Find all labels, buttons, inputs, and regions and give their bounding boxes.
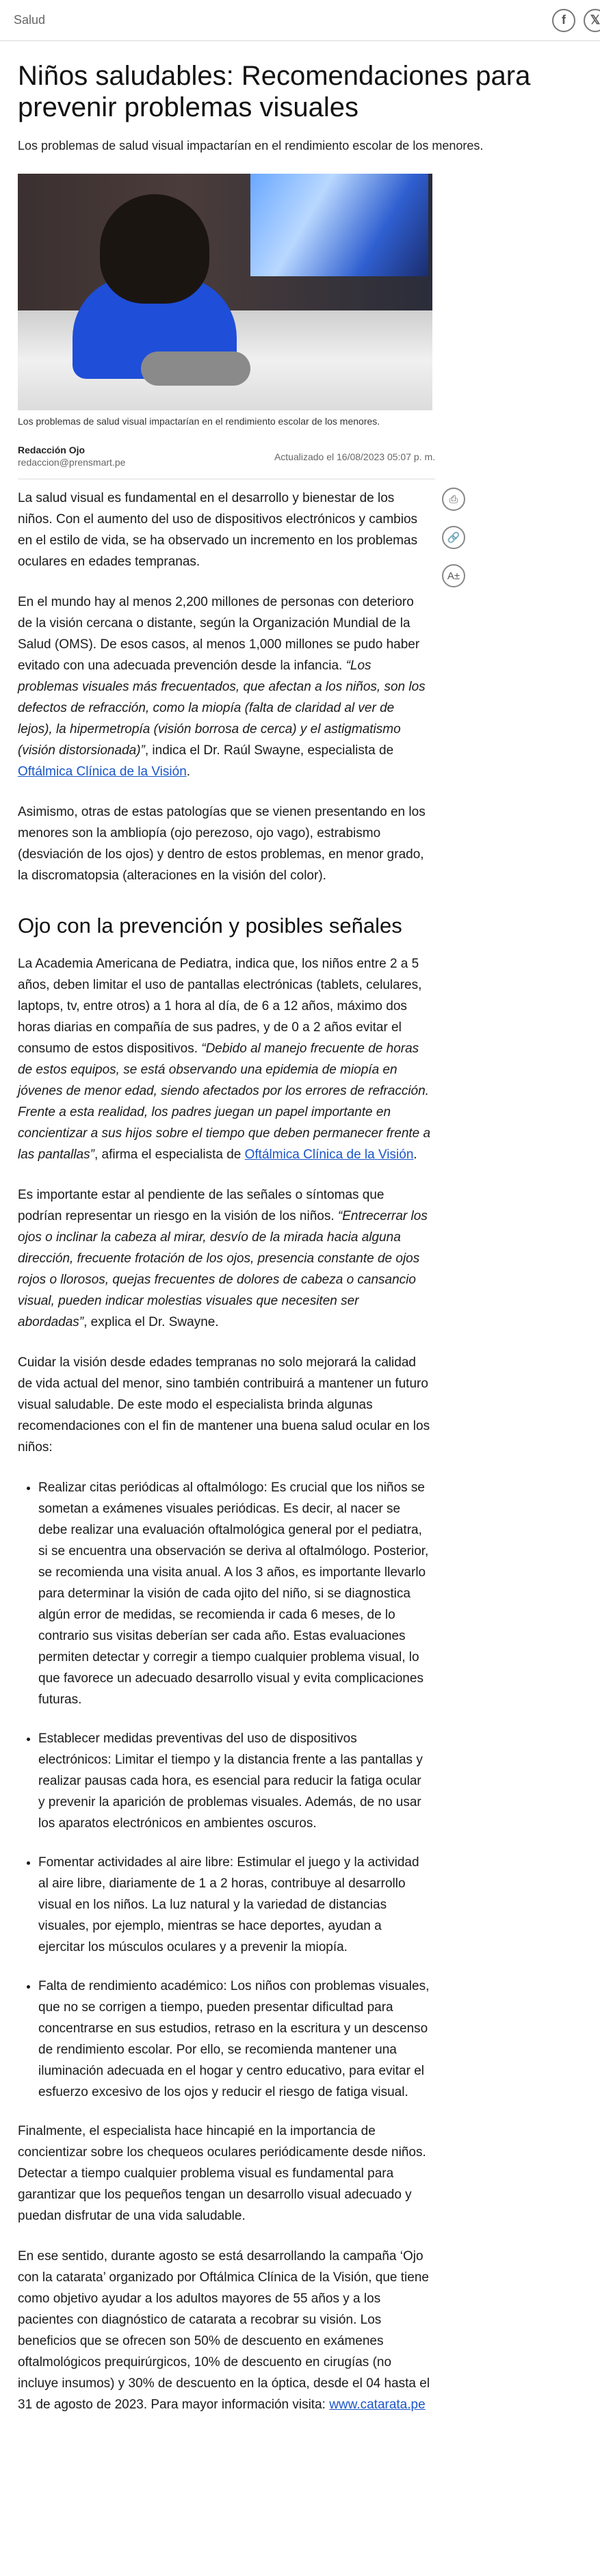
paragraph: Asimismo, otras de estas patologías que se vienen presentando en los menores son la ambliopía (ojo perezoso, ojo vago), estrabismo (desviación de los ojos) y dentro de estos problemas, en menor grado, la discromatopsia (alteraciones en la visión del color).: [18, 805, 426, 883]
article-body: [18, 479, 431, 2415]
paragraph: En el mundo hay al menos 2,200 millones de personas con deterioro de la visión cercana o distante, según la Organización Mundial de la Salud (OMS). De esos casos, al menos 1,000 millones se pudo haber evitado con una adecuada prevención desde la infancia. “Los problemas visuales más frecuentados, que afectan a los niños, son los defectos de refracción, como la miopía (falta de claridad al ver de lejos), la hipermetropía (visión borrosa de cerca) y el astigmatismo (visión distorsionada)”, indica el Dr. Raúl Swayne, especialista de Oftálmica Clínica de la Visión.: [18, 595, 426, 779]
social-share: [552, 9, 600, 32]
paragraph: Finalmente, el especialista hace hincapié en la importancia de concientizar sobre los chequeos oculares periódicamente desde niños. Detectar a tiempo cualquier problema visual es fundamental para garantizar que los pequeños tengan un desarrollo visual adecuado y puedan disfrutar de una vida saludable.: [18, 2124, 426, 2223]
section-label[interactable]: Salud: [14, 13, 46, 27]
top-bar: [0, 0, 600, 41]
paragraph: Es importante estar al pendiente de las señales o síntomas que podrían representar un riesgo en la visión de los niños. “Entrecerrar los ojos o inclinar la cabeza al mirar, desvío de la mirada hacia alguna dirección, frecuente frotación de los ojos, presencia constante de ojos rojos o llorosos, quejas frecuentes de dolores de cabeza o cansancio visual, pueden indicar molestias visuales que necesiten ser abordadas”, explica el Dr. Swayne.: [18, 1188, 428, 1329]
paragraph: Cuidar la visión desde edades tempranas no solo mejorará la calidad de vida actual del menor, sino también contribuirá a mantener un futuro visual saludable. De este modo el especialista brinda algunas recomendaciones con el fin de mantener una buena salud ocular en los niños:: [18, 1355, 430, 1455]
updated-date: Actualizado el 16/08/2023 05:07 p. m.: [274, 451, 435, 462]
font-size-icon[interactable]: A±: [442, 564, 465, 587]
catarata-link[interactable]: www.catarata.pe: [329, 2398, 426, 2412]
list-item: • Establecer medidas preventivas del uso de dispositivos electrónicos: Limitar el tiempo y la distancia frente a las pantallas y realizar pausas cada hora, es esencial para reducir la fatiga ocular y prevenir la aparición de problemas visuales. Además, de no usar los aparatos electrónicos en ambientes oscuros.: [38, 1728, 431, 1834]
section-heading: Ojo con la prevención y posibles señales: [18, 914, 402, 938]
clinic-link[interactable]: Oftálmica Clínica de la Visión: [18, 765, 187, 779]
author-name: Redacción Ojo: [18, 444, 86, 455]
article-subtitle: Los problemas de salud visual impactarían en el rendimiento escolar de los menores.: [18, 139, 484, 152]
list-item: • Realizar citas periódicas al oftalmólogo: Es crucial que los niños se sometan a exámenes visuales periódicas. Es decir, al nacer se debe realizar una evaluación oftalmológica general por el pediatra, si se encuentra una observación se deriva al oftalmólogo. Posterior, se recomienda una visita anual. A los 3 años, es importante llevarlo para determinar la visión de cada ojito del niño, si se diagnostica algún error de medidas, se recomienda ir cada 6 meses, de lo contrario sus visitas deberían ser cada año. Estas evaluaciones permiten detectar y corregir a tiempo cualquier problema visual, lo que favorece un adecuado desarrollo visual y evita complicaciones futuras.: [38, 1477, 431, 1710]
hero-image: [18, 174, 432, 410]
byline: [18, 444, 435, 468]
article-title: Niños saludables: Recomendaciones para prevenir problemas visuales: [18, 61, 531, 122]
clinic-link[interactable]: Oftálmica Clínica de la Visión: [244, 1147, 414, 1162]
author-email: redaccion@prensmart.pe: [18, 457, 126, 468]
paragraph: La Academia Americana de Pediatra, indica que, los niños entre 2 a 5 años, deben limitar el uso de pantallas electrónicas (tablets, celulares, laptops, tv, entre otros) a 1 hora al día, de 6 a 12 años, máximo dos horas diarias en compañía de sus padres, y de 0 a 2 años evitar el consumo de estos dispositivos. “Debido al manejo frecuente de horas de estos equipos, se está observando una epidemia de miopía en jóvenes de menor edad, siendo afectados por los errores de refracción. Frente a esta realidad, los padres juegan un papel importante en concientizar a sus hijos sobre el tiempo que deben permanecer frente a las pantallas”, afirma el especialista de Oftálmica Clínica de la Visión.: [18, 957, 431, 1162]
recommendations-list: [18, 1477, 431, 2103]
x-twitter-icon[interactable]: 𝕏: [584, 9, 600, 32]
hero-tv-screen: [250, 174, 428, 276]
hero-child-hair: [100, 194, 209, 304]
paragraph: La salud visual es fundamental en el desarrollo y bienestar de los niños. Con el aumento del uso de dispositivos electrónicos y cambios en el estilo de vida, se ha observado un incremento en los problemas oculares en edades tempranas.: [18, 491, 418, 569]
link-icon[interactable]: 🔗: [442, 526, 465, 549]
facebook-icon[interactable]: f: [552, 9, 575, 32]
list-item: • Fomentar actividades al aire libre: Estimular el juego y la actividad al aire libre, diariamente de 1 a 2 horas, contribuye al desarrollo visual en los niños. La luz natural y la variedad de distancias visuales, por ejemplo, mientras se hace deportes, ayudan a ejercitar los músculos oculares y a prevenir la miopía.: [38, 1852, 431, 1958]
paragraph: En ese sentido, durante agosto se está desarrollando la campaña ‘Ojo con la catarata’ organizado por Oftálmica Clínica de la Visión, que tiene como objetivo ayudar a los adultos mayores de 55 años y a los pacientes con diagnóstico de catarata a recobrar su visión. Los beneficios que se ofrecen son 50% de descuento en exámenes oftalmológicos prequirúrgicos, 10% de descuento en cirugías (no incluye insumos) y 30% de descuento en la óptica, desde el 04 hasta el 31 de agosto de 2023. Para mayor información visita: www.catarata.pe: [18, 2249, 430, 2412]
list-item: • Falta de rendimiento académico: Los niños con problemas visuales, que no se corrigen a tiempo, pueden presentar dificultad para concentrarse en sus estudios, retraso en la escritura y un descenso de rendimiento escolar. Por ello, se recomienda mantener una iluminación adecuada en el hogar y centro educativo, para evitar el esfuerzo excesivo de los ojos y reducir el riesgo de fatiga visual.: [38, 1976, 431, 2103]
print-icon[interactable]: ⎙: [442, 488, 465, 511]
image-caption: Los problemas de salud visual impactarían en el rendimiento escolar de los menores.: [18, 416, 380, 427]
article-tools: [442, 488, 465, 587]
hero-child-leg: [141, 351, 250, 386]
